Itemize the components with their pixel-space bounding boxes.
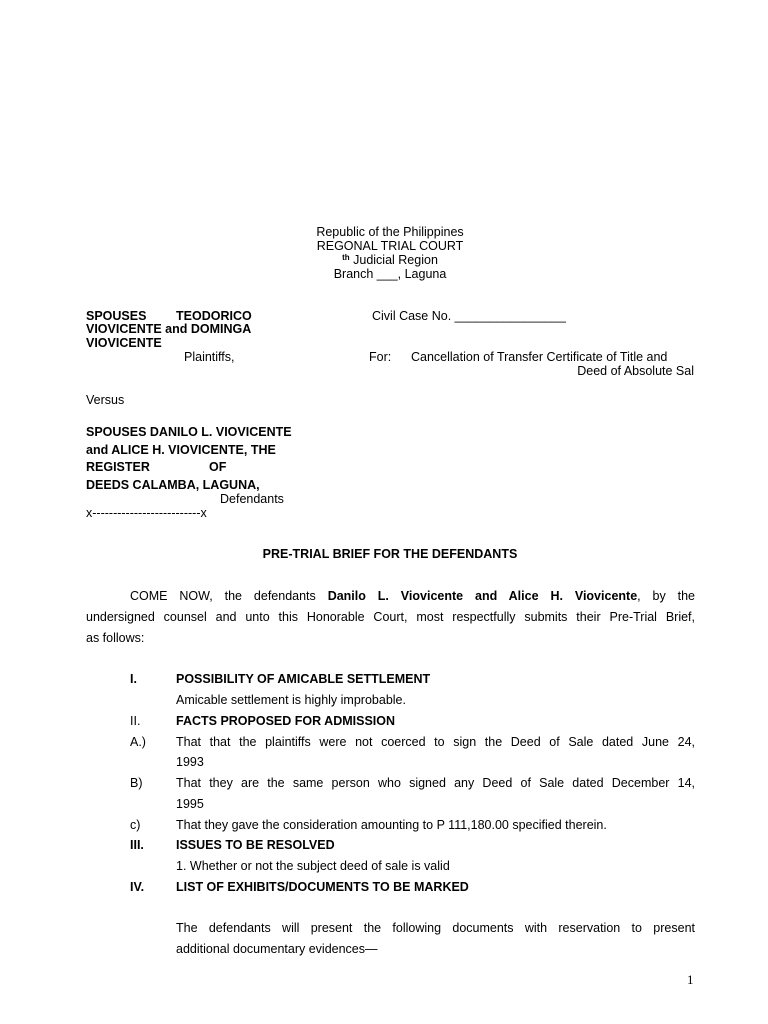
for-label: For: bbox=[369, 350, 392, 364]
intro-line2: undersigned counsel and unto this Honorable Court, most respectfully submits their Pre-Trial Brief, bbox=[86, 610, 695, 624]
fact-a-line1: That that the plaintiffs were not coerced to sign the Deed of Sale dated June 24, bbox=[176, 735, 695, 749]
header-region-text: Judicial Region bbox=[353, 253, 438, 267]
header-region bbox=[0, 253, 768, 267]
section-1-number: I. bbox=[130, 672, 137, 686]
civil-case-no: Civil Case No. ________________ bbox=[372, 309, 566, 323]
plaintiffs-line3: VIOVICENTE bbox=[86, 336, 162, 350]
header-republic: Republic of the Philippines bbox=[316, 225, 464, 239]
plaintiffs-line2: VIOVICENTE and DOMINGA bbox=[86, 322, 252, 336]
for-line1: Cancellation of Transfer Certificate of Title and bbox=[411, 350, 668, 364]
defendants-of: OF bbox=[209, 460, 227, 474]
section-4-line2: additional documentary evidences— bbox=[176, 942, 378, 956]
header-branch: Branch ___, Laguna bbox=[333, 267, 447, 281]
fact-b-line1: That they are the same person who signed any Deed of Sale dated December 14, bbox=[176, 776, 695, 790]
intro-line3: as follows: bbox=[86, 631, 145, 645]
defendants-line4: DEEDS CALAMBA, LAGUNA, bbox=[86, 478, 260, 492]
section-2-title: FACTS PROPOSED FOR ADMISSION bbox=[176, 714, 396, 728]
plaintiffs-spouses: SPOUSES bbox=[86, 309, 147, 323]
defendants-line2: and ALICE H. VIOVICENTE, THE bbox=[86, 443, 276, 457]
document-title: PRE-TRIAL BRIEF FOR THE DEFENDANTS bbox=[262, 547, 518, 561]
intro-text-end: , by the bbox=[637, 589, 695, 603]
fact-b-number: B) bbox=[130, 776, 143, 790]
section-4-line1: The defendants will present the following documents with reservation to present bbox=[176, 921, 695, 935]
fact-c-line1: That they gave the consideration amounting to P 111,180.00 specified therein. bbox=[176, 818, 607, 832]
section-3-text: 1. Whether or not the subject deed of sale is valid bbox=[176, 859, 450, 873]
versus: Versus bbox=[86, 393, 125, 407]
section-4-title: LIST OF EXHIBITS/DOCUMENTS TO BE MARKED bbox=[176, 880, 469, 894]
caption-separator: x--------------------------x bbox=[86, 506, 207, 520]
section-3-number: III. bbox=[130, 838, 144, 852]
intro-text-start: COME NOW, the defendants bbox=[130, 589, 328, 603]
section-2-number: II. bbox=[130, 714, 141, 728]
section-1-text: Amicable settlement is highly improbable. bbox=[176, 693, 406, 707]
fact-c-number: c) bbox=[130, 818, 141, 832]
defendants-register: REGISTER bbox=[86, 460, 150, 474]
section-3-title: ISSUES TO BE RESOLVED bbox=[176, 838, 335, 852]
section-4-number: IV. bbox=[130, 880, 145, 894]
intro-defendant-names: Danilo L. Viovicente and Alice H. Viovicente bbox=[327, 589, 638, 603]
page-number: 1 bbox=[687, 972, 694, 987]
header-region-sup: th bbox=[342, 253, 350, 262]
fact-a-number: A.) bbox=[130, 735, 146, 749]
defendants-line1: SPOUSES DANILO L. VIOVICENTE bbox=[86, 425, 292, 439]
for-line2: Deed of Absolute Sal bbox=[577, 364, 694, 378]
defendants-label: Defendants bbox=[220, 492, 284, 506]
header-court: REGONAL TRIAL COURT bbox=[316, 239, 464, 253]
section-1-title: POSSIBILITY OF AMICABLE SETTLEMENT bbox=[176, 672, 431, 686]
intro-line1 bbox=[130, 589, 695, 603]
plaintiffs-teodorico: TEODORICO bbox=[176, 309, 252, 323]
plaintiffs-label: Plaintiffs, bbox=[184, 350, 235, 364]
fact-b-line2: 1995 bbox=[176, 797, 204, 811]
fact-a-line2: 1993 bbox=[176, 755, 204, 769]
